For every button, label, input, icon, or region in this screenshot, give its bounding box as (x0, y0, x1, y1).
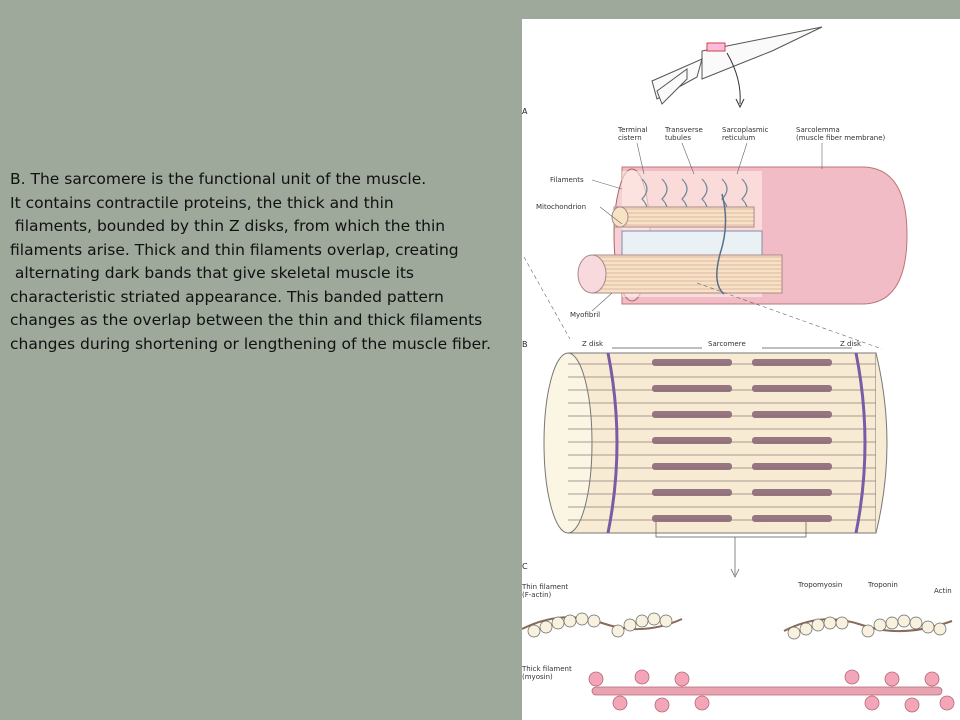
caption-line: filaments arise. Thick and thin filaments overlap, creating (10, 240, 459, 259)
label-thin-filament: Thin filament (522, 583, 569, 591)
label-sarcomere: Sarcomere (708, 340, 746, 348)
label-myofibril: Myofibril (570, 311, 601, 319)
label-sarcoplasmic: Sarcoplasmic (722, 126, 769, 134)
label-actin: Actin (934, 587, 952, 595)
panel-label-c: C (522, 562, 528, 571)
caption-line: alternating dark bands that give skeletal muscle its (10, 264, 414, 282)
label-tropomyosin: Tropomyosin (798, 581, 843, 589)
muscle-diagram (522, 19, 960, 720)
label-tubules: tubules (665, 134, 691, 142)
label-myosin: (myosin) (522, 673, 553, 681)
thick-filament (589, 670, 954, 712)
label-cistern: cistern (618, 134, 642, 142)
thin-filament-right (784, 615, 952, 639)
muscle-structure-figure (522, 19, 960, 720)
label-sarcolemma: Sarcolemma (796, 126, 840, 134)
label-filaments: Filaments (550, 176, 584, 184)
caption-line: characteristic striated appearance. This banded pattern (10, 287, 444, 306)
caption-line: filaments, bounded by thin Z disks, from which the thin (10, 217, 446, 235)
label-thick-filament: Thick filament (522, 665, 572, 673)
label-reticulum: reticulum (722, 134, 756, 142)
caption-line: It contains contractile proteins, the thick and thin (10, 193, 394, 212)
caption-text (10, 168, 540, 356)
label-troponin: Troponin (868, 581, 898, 589)
muscle-fiber-sketch (652, 27, 822, 107)
label-z-disk-right: Z disk (840, 340, 862, 348)
caption-line: changes as the overlap between the thin and thick filaments (10, 311, 483, 329)
label-z-disk-left: Z disk (582, 340, 604, 348)
label-transverse: Transverse (665, 126, 703, 134)
panel-label-a: A (522, 107, 528, 116)
panel-a-fiber (578, 167, 907, 304)
caption-line: B. The sarcomere is the functional unit of the muscle. (10, 170, 427, 188)
thin-filament-left (522, 613, 682, 637)
label-sarcolemma-note: (muscle fiber membrane) (796, 134, 886, 142)
sarcomere-cylinder (544, 353, 887, 533)
label-f-actin: (F-actin) (522, 591, 552, 599)
label-mitochondrion: Mitochondrion (536, 203, 587, 211)
label-terminal: Terminal (618, 126, 648, 134)
caption-line: changes during shortening or lengthening of the muscle fiber. (10, 334, 492, 353)
panel-label-b: B (522, 340, 528, 349)
